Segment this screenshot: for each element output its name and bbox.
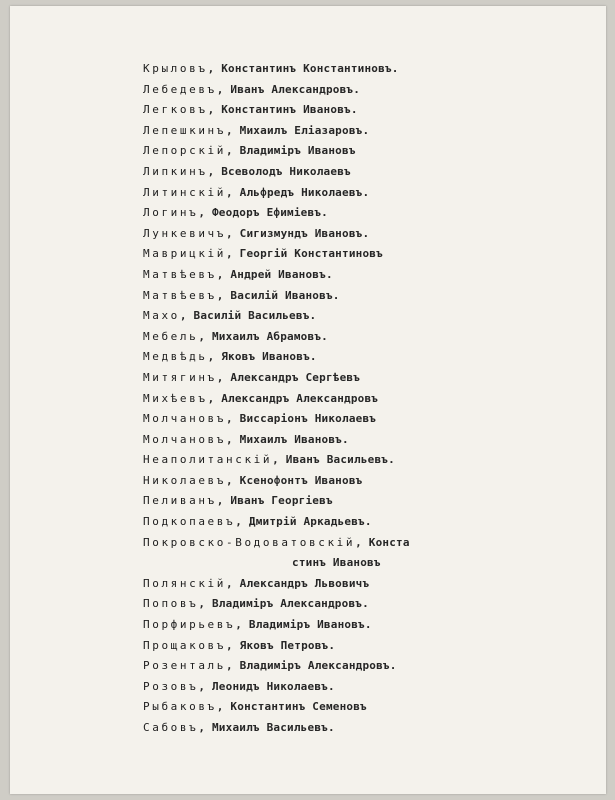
surname: Розенталь [143,659,227,673]
list-item [143,347,563,368]
surname: Порфирьевъ [143,618,236,632]
given-name: , Владиміръ Ивановъ [226,144,356,158]
surname: Легковъ [143,103,208,117]
list-item [143,471,563,492]
surname: Матвѣевъ [143,288,217,302]
list-item [143,327,563,348]
surname: Полянскій [143,576,227,590]
given-name: , Сигизмундъ Ивановъ. [226,226,370,240]
list-item [143,389,563,410]
surname: Молчановъ [143,412,227,426]
surname: Николаевъ [143,473,227,487]
surname: Литинскій [143,185,227,199]
list-item [143,594,563,615]
list-item [143,656,563,677]
given-name: стинъ Ивановъ [292,556,381,570]
given-name: , Владиміръ Ивановъ. [235,618,372,632]
given-name: , Василій Ивановъ. [216,288,340,302]
given-name: , Леонидъ Николаевъ. [198,679,335,693]
name-list [143,59,563,739]
list-item [143,615,563,636]
list-item [143,141,563,162]
list-item [143,574,563,595]
list-item [143,636,563,657]
given-name: , Михаилъ Еліазаровъ. [226,123,370,137]
surname: Лункевичъ [143,226,227,240]
given-name: , Владиміръ Александровъ. [226,659,397,673]
given-name: , Константинъ Ивановъ. [207,103,358,117]
given-name: , Георгій Константиновъ [226,247,383,261]
surname: Митягинъ [143,370,217,384]
given-name: , Яковъ Ивановъ. [207,350,317,364]
given-name: , Константинъ Семеновъ [216,700,367,714]
surname: Неаполитанскій [143,453,273,467]
list-item [143,162,563,183]
list-item [143,409,563,430]
list-item [143,203,563,224]
surname: Лепешкинъ [143,123,227,137]
list-item [143,286,563,307]
given-name: , Константинъ Константиновъ. [207,62,399,75]
given-name: , Иванъ Васильевъ. [272,453,395,467]
given-name: , Владиміръ Александровъ. [198,597,369,611]
surname: Молчановъ [143,432,227,446]
list-item-continuation [143,553,563,574]
surname: Подкопаевъ [143,515,236,529]
given-name: , Александръ Александровъ [207,391,379,405]
surname: Крыловъ [143,62,208,75]
given-name: , Альфредъ Николаевъ. [226,185,370,199]
surname: Прощаковъ [143,638,227,652]
surname: Лебедевъ [143,82,217,96]
list-item [143,491,563,512]
list-item [143,306,563,327]
surname: Логинъ [143,206,199,220]
list-item [143,59,563,80]
list-item [143,430,563,451]
given-name: , Иванъ Георгiевъ [216,494,333,508]
list-item [143,533,563,554]
surname: Сабовъ [143,721,199,734]
surname: Маврицкій [143,247,227,261]
surname: Матвѣевъ [143,267,217,281]
list-item [143,677,563,698]
list-item [143,368,563,389]
surname: Михѣевъ [143,391,208,405]
list-item [143,121,563,142]
given-name: , Александръ Львовичъ [226,576,370,590]
surname: Поповъ [143,597,199,611]
surname: Махо [143,309,180,323]
document-page [10,6,606,794]
list-item [143,697,563,718]
given-name: , Василій Васильевъ. [179,309,317,323]
surname: Мебель [143,329,199,343]
surname: Розовъ [143,679,199,693]
list-item [143,100,563,121]
surname: Покровско-Водоватовскій [143,535,356,549]
list-item [143,450,563,471]
list-item [143,183,563,204]
given-name: , Александръ Сергѣевъ [216,370,361,384]
given-name: , Дмитрій Аркадьевъ. [235,515,372,529]
list-item [143,224,563,245]
surname: Пеливанъ [143,494,217,508]
surname: Медвѣдь [143,350,208,364]
list-item [143,80,563,101]
given-name: , Михаилъ Васильевъ. [198,721,335,734]
given-name: , Андрей Ивановъ. [216,267,333,281]
given-name: , Конста [355,535,410,549]
list-item [143,718,563,739]
surname: Лепорскій [143,144,227,158]
given-name: , Михаилъ Абрамовъ. [198,329,328,343]
given-name: , Всеволодъ Николаевъ [207,164,351,178]
surname: Липкинъ [143,164,208,178]
given-name: , Яковъ Петровъ. [226,638,336,652]
list-item [143,512,563,533]
given-name: , Феодоръ Ефимiевъ. [198,206,328,220]
list-item [143,244,563,265]
given-name: , Виссаріонъ Николаевъ [226,412,377,426]
list-item [143,265,563,286]
surname: Рыбаковъ [143,700,217,714]
given-name: , Иванъ Александровъ. [216,82,361,96]
given-name: , Ксенофонтъ Ивановъ [226,473,363,487]
given-name: , Михаилъ Ивановъ. [226,432,349,446]
